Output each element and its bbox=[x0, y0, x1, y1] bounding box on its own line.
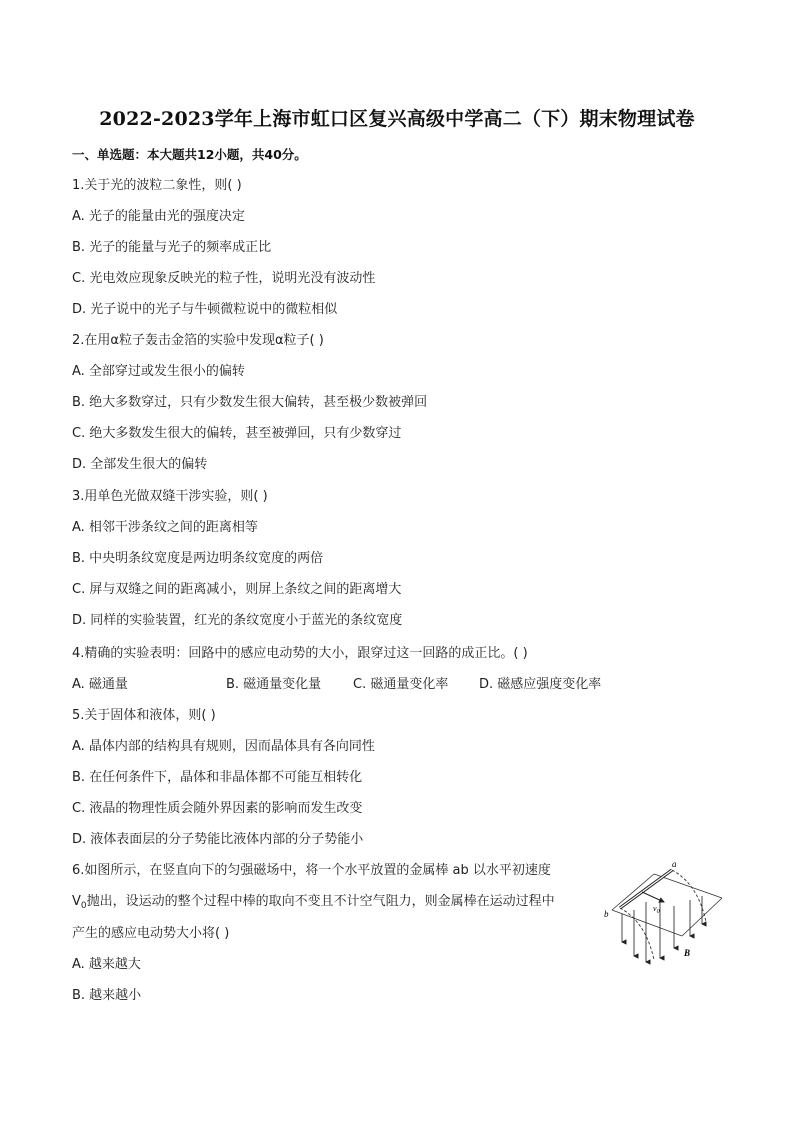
q6-stem-line2 bbox=[72, 893, 555, 915]
q1-stem: 1.关于光的波粒二象性，则( ) bbox=[72, 178, 242, 193]
section-heading: 一、单选题：本大题共12小题，共40分。 bbox=[72, 147, 307, 162]
q5-option-c[interactable]: C. 液晶的物理性质会随外界因素的影响而发生改变 bbox=[72, 801, 363, 816]
label-b: b bbox=[604, 909, 609, 919]
label-a: a bbox=[672, 862, 677, 869]
field-edge-bottom-left bbox=[612, 910, 682, 936]
v0-symbol: V bbox=[72, 894, 81, 909]
q5-option-d[interactable]: D. 液体表面层的分子势能比液体内部的分子势能小 bbox=[72, 832, 364, 847]
q2-option-b[interactable]: B. 绝大多数穿过，只有少数发生很大偏转，甚至极少数被弹回 bbox=[72, 395, 428, 410]
q3-option-c[interactable]: C. 屏与双缝之间的距离减小，则屏上条纹之间的距离增大 bbox=[72, 582, 402, 597]
q6-stem-line2-text: 抛出，设运动的整个过程中棒的取向不变且不计空气阻力，则金属棒在运动过程中 bbox=[86, 894, 555, 909]
q2-option-a[interactable]: A. 全部穿过或发生很小的偏转 bbox=[72, 364, 245, 379]
q4-option-b[interactable]: B. 磁通量变化量 bbox=[226, 677, 322, 692]
q3-stem: 3.用单色光做双缝干涉实验，则( ) bbox=[72, 489, 268, 504]
q4-option-a[interactable]: A. 磁通量 bbox=[72, 677, 128, 692]
q2-option-d[interactable]: D. 全部发生很大的偏转 bbox=[72, 457, 208, 472]
v0-subscript: 0 bbox=[80, 901, 87, 911]
trajectory-curve-a bbox=[672, 870, 706, 922]
magnetic-field-rod-diagram bbox=[598, 862, 724, 976]
field-region bbox=[612, 874, 722, 936]
exam-title: 2022-2023学年上海市虹口区复兴高级中学高二（下）期末物理试卷 bbox=[99, 108, 695, 130]
q3-option-a[interactable]: A. 相邻干涉条纹之间的距离相等 bbox=[72, 520, 258, 535]
label-B: B bbox=[684, 948, 691, 958]
q2-option-c[interactable]: C. 绝大多数发生很大的偏转，甚至被弹回，只有少数穿过 bbox=[72, 426, 402, 441]
q3-option-b[interactable]: B. 中央明条纹宽度是两边明条纹宽度的两倍 bbox=[72, 551, 324, 566]
q4-option-d[interactable]: D. 磁感应强度变化率 bbox=[479, 677, 602, 692]
q1-option-d[interactable]: D. 光子说中的光子与牛顿微粒说中的微粒相似 bbox=[72, 302, 338, 317]
label-v-sub: 0 bbox=[656, 909, 660, 915]
q6-stem-line3: 产生的感应电动势大小将( ) bbox=[72, 926, 230, 941]
q5-stem: 5.关于固体和液体，则( ) bbox=[72, 708, 216, 723]
trajectory-curve-b bbox=[620, 908, 654, 960]
q3-option-d[interactable]: D. 同样的实验装置，红光的条纹宽度小于蓝光的条纹宽度 bbox=[72, 613, 403, 628]
label-v-letter: v bbox=[653, 904, 657, 913]
q1-option-c[interactable]: C. 光电效应现象反映光的粒子性，说明光没有波动性 bbox=[72, 271, 376, 286]
velocity-arrow bbox=[642, 892, 664, 902]
q2-stem: 2.在用α粒子轰击金箔的实验中发现α粒子( ) bbox=[72, 333, 324, 348]
q6-stem-line1: 6.如图所示，在竖直向下的匀强磁场中，将一个水平放置的金属棒 ab 以水平初速度 bbox=[72, 863, 551, 878]
q6-option-b[interactable]: B. 越来越小 bbox=[72, 988, 142, 1003]
q1-option-b[interactable]: B. 光子的能量与光子的频率成正比 bbox=[72, 240, 272, 255]
q5-option-b[interactable]: B. 在任何条件下，晶体和非晶体都不可能互相转化 bbox=[72, 770, 363, 785]
q1-option-a[interactable]: A. 光子的能量由光的强度决定 bbox=[72, 209, 245, 224]
q5-option-a[interactable]: A. 晶体内部的结构具有规则，因而晶体具有各向同性 bbox=[72, 739, 375, 754]
q6-option-a[interactable]: A. 越来越大 bbox=[72, 957, 141, 972]
q4-stem: 4.精确的实验表明：回路中的感应电动势的大小，跟穿过这一回路的成正比。( ) bbox=[72, 646, 528, 661]
label-v bbox=[653, 904, 660, 915]
q4-option-c[interactable]: C. 磁通量变化率 bbox=[353, 677, 449, 692]
field-edge-top-left bbox=[612, 874, 654, 910]
